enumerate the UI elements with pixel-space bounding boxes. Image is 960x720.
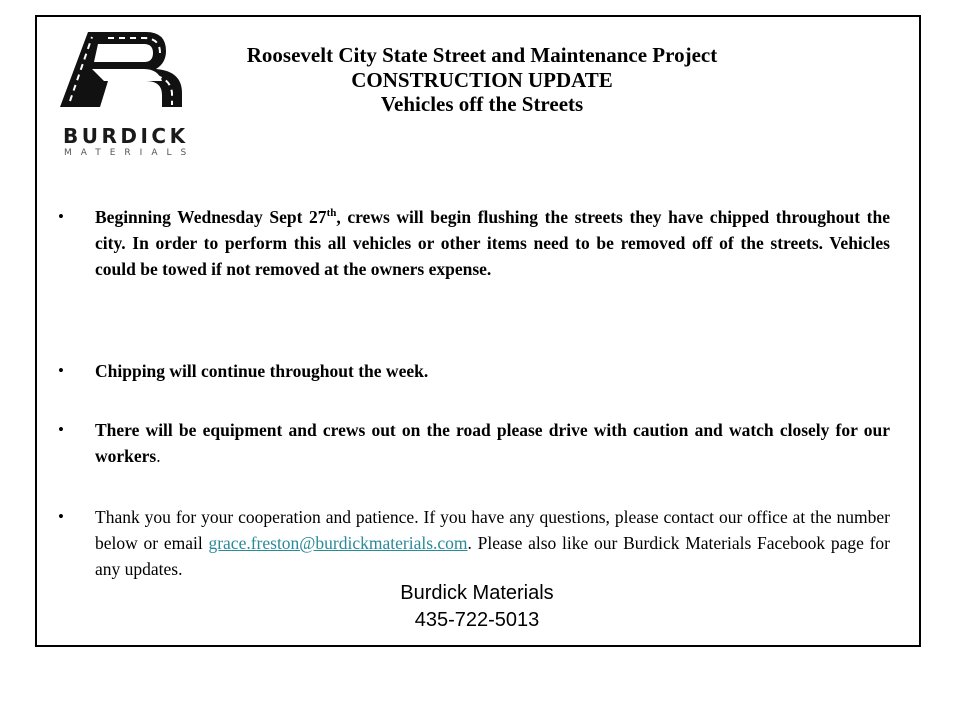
phone-number: 435-722-5013: [414, 609, 540, 631]
bullet-text-part: Beginning Wednesday Sept 27: [95, 207, 327, 227]
bullet-icon: •: [58, 207, 64, 226]
bullet-text: Chipping will continue throughout the week.: [95, 361, 429, 381]
title-line-3: Vehicles off the Streets: [380, 92, 584, 116]
title-line-1: Roosevelt City State Street and Maintenance Project: [246, 43, 718, 67]
ordinal-superscript: th: [326, 207, 337, 220]
bullet-text-bold: There will be equipment and crews out on the road please drive with caution and watch closely for our workers: [95, 420, 890, 466]
bullet-text: [95, 417, 890, 469]
bullet-icon: •: [58, 507, 64, 526]
bullet-text-part: , crews will begin flushing the streets they have chipped throughout the city. In order to perform this all vehicles or other items need to be removed off of the streets. Vehicles could be towed if not removed at the owners expense.: [95, 207, 890, 279]
bullet-text: [95, 504, 890, 582]
bullet-text: [95, 204, 890, 282]
email-link[interactable]: grace.freston@burdickmaterials.com: [208, 533, 468, 553]
bullet-icon: •: [58, 361, 64, 380]
bullet-text-part: .: [156, 446, 161, 466]
burdick-b-road-icon: [58, 27, 208, 127]
bullet-text-part: Thank you for your cooperation and patience. If you have any questions, please contact our office at the number below or email: [95, 507, 890, 553]
flyer-frame: [35, 15, 921, 647]
contact-footer: [287, 580, 667, 634]
company-name: Burdick Materials: [400, 582, 554, 604]
burdick-logo: [58, 27, 208, 162]
logo-wordmark: BURDICK: [63, 124, 189, 148]
title-line-2: CONSTRUCTION UPDATE: [351, 67, 613, 92]
logo-subtitle: MATERIALS: [64, 148, 196, 158]
bullet-text-part: . Please also like our Burdick Materials Facebook page for any updates.: [95, 533, 891, 579]
bullet-icon: •: [58, 420, 64, 439]
page-title: [187, 43, 777, 117]
